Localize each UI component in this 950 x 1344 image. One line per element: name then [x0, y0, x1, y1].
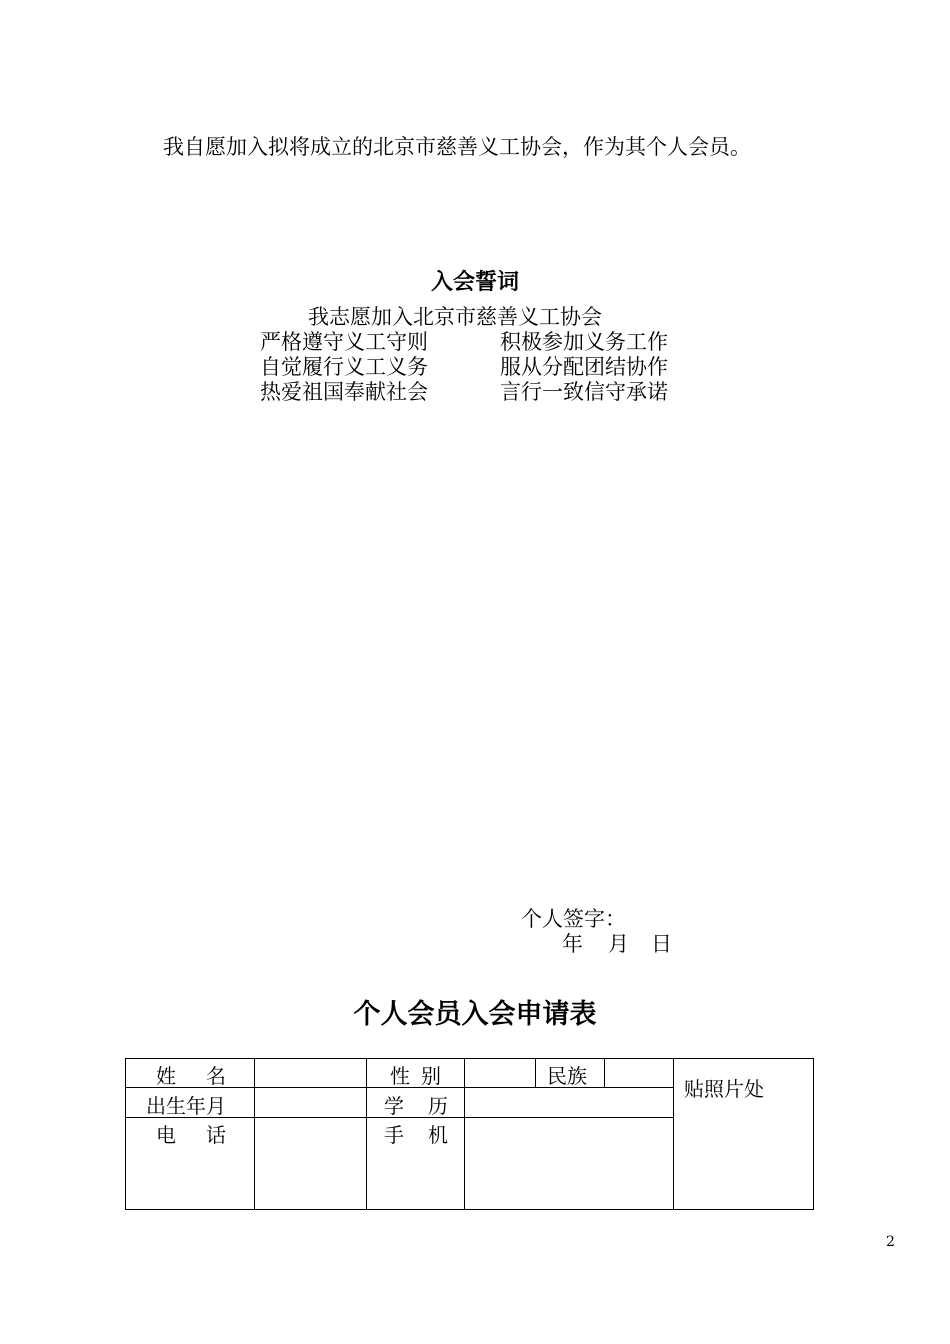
phone-label-b: 话 [206, 1123, 226, 1147]
membership-statement: 我自愿加入拟将成立的北京市慈善义工协会，作为其个人会员。 [163, 135, 751, 159]
education-label-a: 学 [384, 1094, 404, 1118]
oath-row-2-right: 服从分配团结协作 [500, 355, 668, 379]
oath-row-2-left: 自觉履行义工义务 [260, 355, 428, 379]
phone-field[interactable] [256, 1119, 364, 1208]
birth-date-label: 出生年月 [146, 1094, 226, 1118]
date-month-label: 月 [608, 932, 629, 956]
oath-row-1-left: 严格遵守义工守则 [260, 330, 428, 354]
oath-row-1-right: 积极参加义务工作 [500, 330, 668, 354]
page-number: 2 [886, 1234, 895, 1250]
mobile-label-a: 手 [384, 1123, 404, 1147]
form-title: 个人会员入会申请表 [353, 999, 597, 1030]
gender-field[interactable] [466, 1059, 534, 1086]
oath-row-3-left: 热爱祖国奉献社会 [260, 380, 428, 404]
education-field[interactable] [466, 1089, 672, 1116]
name-field[interactable] [256, 1059, 364, 1086]
education-label-b: 历 [428, 1094, 448, 1118]
date-day-label: 日 [651, 932, 672, 956]
name-label-b: 名 [206, 1064, 226, 1088]
oath-line-1: 我志愿加入北京市慈善义工协会 [308, 305, 602, 329]
photo-area-label: 贴照片处 [684, 1077, 764, 1101]
mobile-label-b: 机 [428, 1123, 448, 1147]
name-label-a: 姓 [156, 1064, 176, 1088]
oath-title: 入会誓词 [430, 269, 519, 295]
ethnicity-field[interactable] [606, 1059, 672, 1086]
birth-date-field[interactable] [256, 1089, 364, 1116]
gender-label-b: 别 [421, 1064, 441, 1088]
phone-label-a: 电 [156, 1123, 176, 1147]
ethnicity-label: 民族 [547, 1064, 587, 1088]
date-year-label: 年 [562, 932, 583, 956]
mobile-field[interactable] [466, 1119, 672, 1208]
gender-label-a: 性 [390, 1064, 410, 1088]
signature-label: 个人签字： [521, 907, 626, 931]
oath-row-3-right: 言行一致信守承诺 [500, 380, 668, 404]
